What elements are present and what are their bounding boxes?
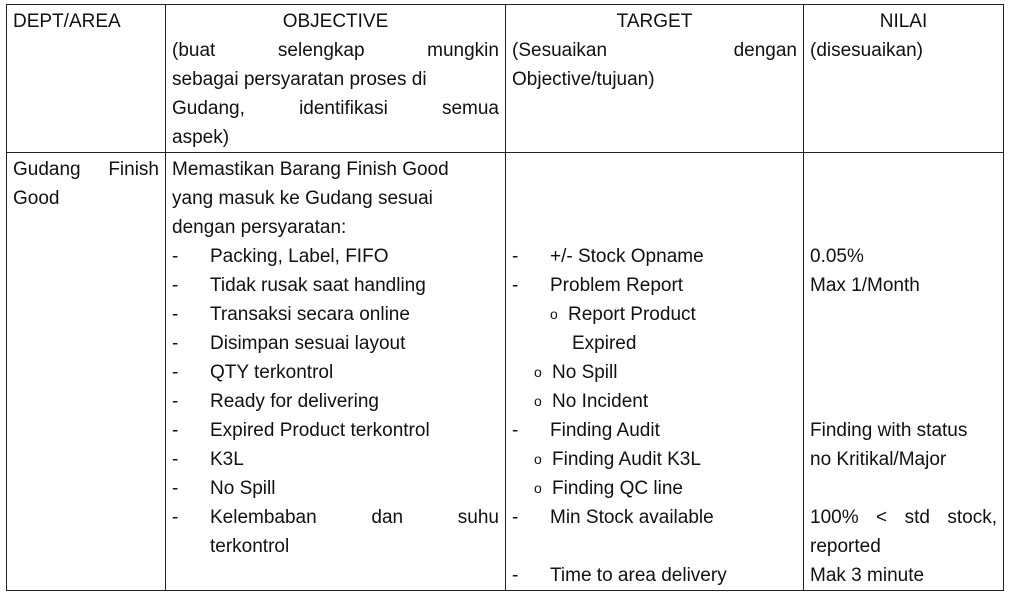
objective-item: - Packing, Label, FIFO — [172, 246, 389, 267]
nilai-value: Mak 3 minute — [810, 565, 925, 586]
objective-item: - Ready for delivering — [172, 391, 379, 412]
objective-item: - Transaksi secara online — [172, 304, 410, 325]
target-note-line: (Sesuaikan dengan — [512, 40, 797, 61]
objective-note-line: Gudang, identifikasi semua — [172, 98, 499, 119]
target-subitem: o Report Product — [550, 304, 696, 325]
objective-intro-line: dengan persyaratan: — [172, 217, 347, 238]
nilai-value: Finding with status — [810, 420, 968, 441]
objective-intro-line: Memastikan Barang Finish Good — [172, 159, 449, 180]
target-item: - Finding Audit — [512, 420, 660, 441]
header-row — [7, 5, 1004, 153]
objective-item: - No Spill — [172, 478, 276, 499]
target-item: - Time to area delivery — [512, 565, 727, 586]
nilai-value: 0.05% — [810, 246, 864, 267]
header-nilai-title: NILAI — [879, 11, 928, 32]
objective-item: - QTY terkontrol — [172, 362, 334, 383]
objective-note-line: (buat selengkap mungkin — [172, 40, 499, 61]
target-cell — [506, 153, 804, 591]
nilai-note: (disesuaikan) — [810, 40, 923, 61]
dept-cell — [7, 153, 166, 591]
nilai-value: 100% < std stock, — [810, 507, 997, 528]
target-subitem-cont: Expired — [572, 333, 637, 354]
target-item: - Problem Report — [512, 275, 684, 296]
target-subitem: o No Spill — [534, 362, 618, 383]
header-target-title: TARGET — [616, 11, 693, 32]
target-subitem: o Finding QC line — [534, 478, 683, 499]
dept-line: Good — [13, 188, 60, 209]
nilai-cell — [804, 153, 1004, 591]
nilai-value: Max 1/Month — [810, 275, 920, 296]
target-note-line: Objective/tujuan) — [512, 69, 655, 90]
dept-line: Gudang Finish — [13, 159, 159, 180]
header-dept-label: DEPT/AREA — [13, 11, 121, 32]
header-target — [506, 5, 804, 153]
header-objective — [166, 5, 506, 153]
target-item: - Min Stock available — [512, 507, 714, 528]
objective-note-line: sebagai persyaratan proses di — [172, 69, 427, 90]
objective-item: - Tidak rusak saat handling — [172, 275, 426, 296]
header-objective-title: OBJECTIVE — [282, 11, 389, 32]
objective-intro-line: yang masuk ke Gudang sesuai — [172, 188, 433, 209]
target-subitem: o No Incident — [534, 391, 649, 412]
objective-item: - Kelembaban dan suhu — [172, 507, 499, 528]
objective-item-cont: terkontrol — [210, 536, 290, 557]
objective-target-table — [6, 4, 1004, 591]
nilai-value: no Kritikal/Major — [810, 449, 947, 470]
target-subitem: o Finding Audit K3L — [534, 449, 701, 470]
objective-item: - K3L — [172, 449, 244, 470]
objective-cell — [166, 153, 506, 591]
data-row — [7, 153, 1004, 591]
objective-item: - Disimpan sesuai layout — [172, 333, 406, 354]
objective-note-line: aspek) — [172, 127, 230, 148]
target-item: - +/- Stock Opname — [512, 246, 704, 267]
objective-item: - Expired Product terkontrol — [172, 420, 430, 441]
header-nilai — [804, 5, 1004, 153]
nilai-value: reported — [810, 536, 881, 557]
header-dept-area — [7, 5, 166, 153]
